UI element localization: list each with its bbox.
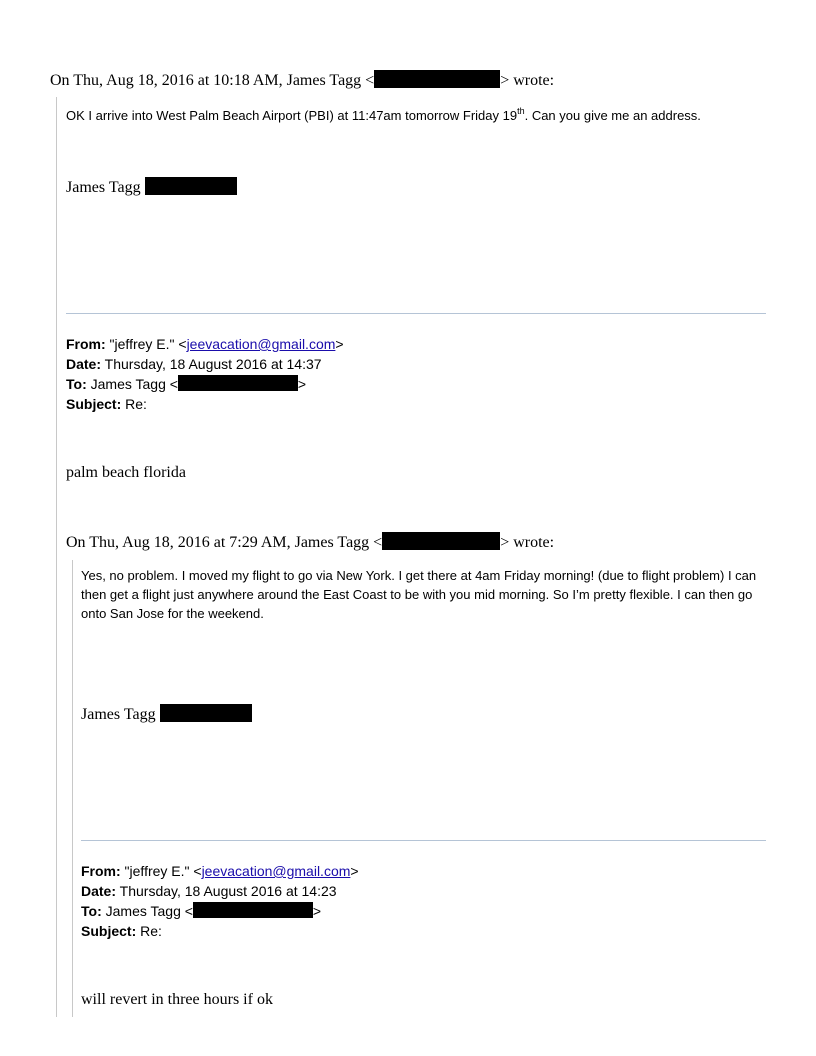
reply-2: will revert in three hours if ok [81,991,273,1008]
from-label: From: [66,336,106,352]
quote-header-1-suffix: > wrote: [500,72,555,89]
date-value: Thursday, 18 August 2016 at 14:23 [116,883,337,899]
redacted-phone [145,177,237,195]
to-line [81,901,359,921]
from-name: "jeffrey E." < [105,336,187,352]
quote-header-1 [50,70,554,90]
message-body-1-text: OK I arrive into West Palm Beach Airport (PBI) at 11:47am tomorrow Friday 19 [66,108,518,123]
redacted-email [193,902,313,918]
from-line [66,334,344,354]
quote-bar-1 [56,97,57,1017]
to-value: James Tagg < [101,903,193,919]
subject-value: Re: [121,396,147,412]
quote-bar-2 [72,560,73,1017]
email-header-1 [66,334,344,414]
from-close: > [350,863,359,879]
message-body-1 [66,108,701,123]
to-label: To: [66,376,87,392]
quote-header-1-prefix: On Thu, Aug 18, 2016 at 10:18 AM, James Tagg < [50,72,375,89]
from-label: From: [81,863,121,879]
subject-line [81,921,359,941]
date-value: Thursday, 18 August 2016 at 14:37 [101,356,322,372]
from-email-link[interactable]: jeevacation@gmail.com [186,336,336,352]
quote-header-2 [66,532,554,552]
subject-label: Subject: [81,923,137,939]
quote-header-2-suffix: > wrote: [500,534,555,551]
from-line [81,861,359,881]
redacted-email [178,375,298,391]
to-line [66,374,344,394]
from-name: "jeffrey E." < [120,863,202,879]
date-label: Date: [81,883,117,899]
signature-1 [66,177,237,197]
signature-2 [81,704,252,724]
date-line [81,881,359,901]
superscript-th: th [517,106,525,116]
quote-header-2-prefix: On Thu, Aug 18, 2016 at 7:29 AM, James Tagg < [66,534,383,551]
redacted-email [382,532,500,550]
from-email-link[interactable]: jeevacation@gmail.com [201,863,351,879]
to-value: James Tagg < [86,376,178,392]
date-line [66,354,344,374]
subject-line [66,394,344,414]
signature-1-name: James Tagg [66,179,141,196]
subject-label: Subject: [66,396,122,412]
to-close: > [297,376,307,392]
date-label: Date: [66,356,102,372]
redacted-email [374,70,500,88]
reply-1: palm beach florida [66,464,186,481]
message-body-2: Yes, no problem. I moved my flight to go via New York. I get there at 4am Friday morning! (due to flight problem) I can then get a flight just anywhere around the East Coast to be with you mid morning. So I’m pretty flexible. I can then go onto San Jose for the weekend. [81,568,757,621]
signature-2-name: James Tagg [81,706,156,723]
to-close: > [312,903,322,919]
from-close: > [335,336,344,352]
redacted-phone [160,704,252,722]
header-divider-2 [81,840,766,841]
to-label: To: [81,903,102,919]
message-body-1-end: . Can you give me an address. [524,108,701,123]
header-divider-1 [66,313,766,314]
subject-value: Re: [136,923,162,939]
email-header-2 [81,861,359,941]
